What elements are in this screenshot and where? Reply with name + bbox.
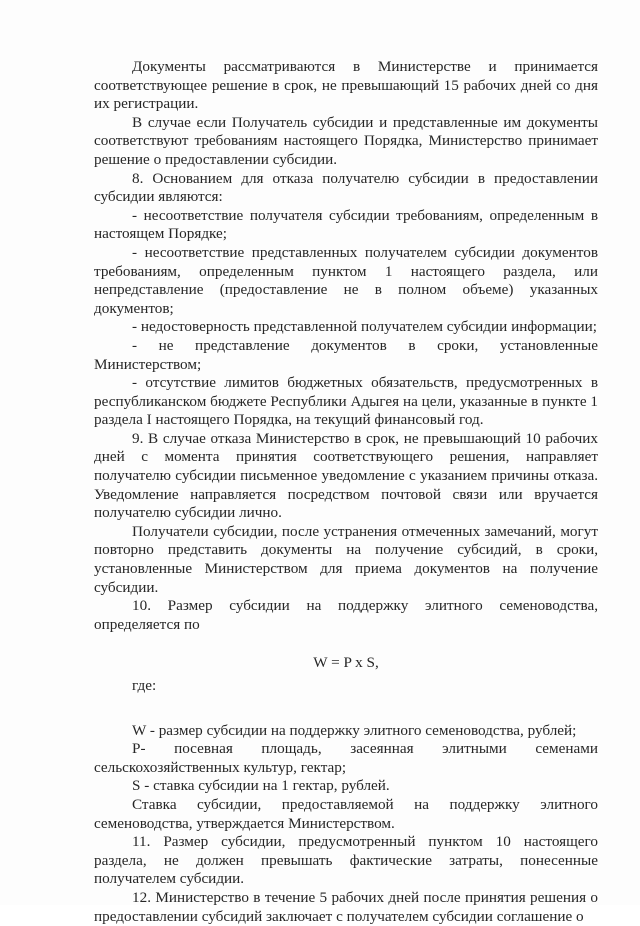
- list-item-budget-limits: - отсутствие лимитов бюджетных обязательств, предусмотренных в республиканском бюджете Республики Адыгея на цели, указанные в пункте 1 раздела I настоящего Порядка, на текущий финансовый год.: [94, 374, 598, 429]
- paragraph-refusal-notice: 9. В случае отказа Министерство в срок, не превышающий 10 рабочих дней с момента принятия соответствующего решения, направляет получателю субсидии письменное уведомление с указанием причины отказа. Уведомление направляется посредством почтовой связи или вручается получателю субсидии лично.: [94, 429, 598, 522]
- paragraph-rate: Ставка субсидии, предоставляемой на поддержку элитного семеноводства, утверждается Министерством.: [94, 795, 598, 832]
- formula: W = P x S,: [313, 654, 379, 672]
- paragraph-review: Документы рассматриваются в Министерстве и принимается соответствующее решение в срок, не превышающий 15 рабочих дней со дня их регистрации.: [94, 58, 598, 113]
- paragraph-limit: 11. Размер субсидии, предусмотренный пунктом 10 настоящего раздела, не должен превышать фактические затраты, понесенные получателем субсидии.: [94, 833, 598, 888]
- list-item-late-submission: - не представление документов в сроки, установленные Министерством;: [94, 336, 598, 373]
- paragraph-decision: В случае если Получатель субсидии и представленные им документы соответствуют требованиям настоящего Порядка, Министерство принимает решение о предоставлении субсидии.: [94, 113, 598, 168]
- paragraph-subsidy-size: 10. Размер субсидии на поддержку элитного семеноводства, определяется по: [94, 597, 598, 633]
- definition-w: W - размер субсидии на поддержку элитного семеноводства, рублей;: [132, 721, 577, 739]
- paragraph-agreement: 12. Министерство в течение 5 рабочих дней после принятия решения о предоставлении субсидий заключает с получателем субсидии соглашение о: [94, 888, 598, 925]
- paragraph-resubmission: Получатели субсидии, после устранения отмеченных замечаний, могут повторно представить документы на получение субсидий, в сроки, установленные Министерством для приема документов на получение субсидии.: [94, 522, 598, 596]
- where-label: где:: [132, 677, 157, 694]
- list-item-false-info: - недостоверность представленной получателем субсидии информации;: [132, 318, 597, 336]
- definition-p: P- посевная площадь, засеянная элитными семенами сельскохозяйственных культур, гектар;: [94, 740, 598, 776]
- list-item-documents: - несоответствие представленных получателем субсидии документов требованиям, определенным пунктом 1 настоящего раздела, или непредставление (предоставление не в полном объеме) указанных документов;: [94, 243, 598, 317]
- list-item-nonconformity: - несоответствие получателя субсидии требованиям, определенным в настоящем Порядке;: [94, 206, 598, 243]
- document-body: [94, 58, 598, 926]
- definition-s: S - ставка субсидии на 1 гектар, рублей.: [132, 777, 390, 795]
- paragraph-refusal-grounds: 8. Основанием для отказа получателю субсидии в предоставлении субсидии являются:: [94, 169, 598, 206]
